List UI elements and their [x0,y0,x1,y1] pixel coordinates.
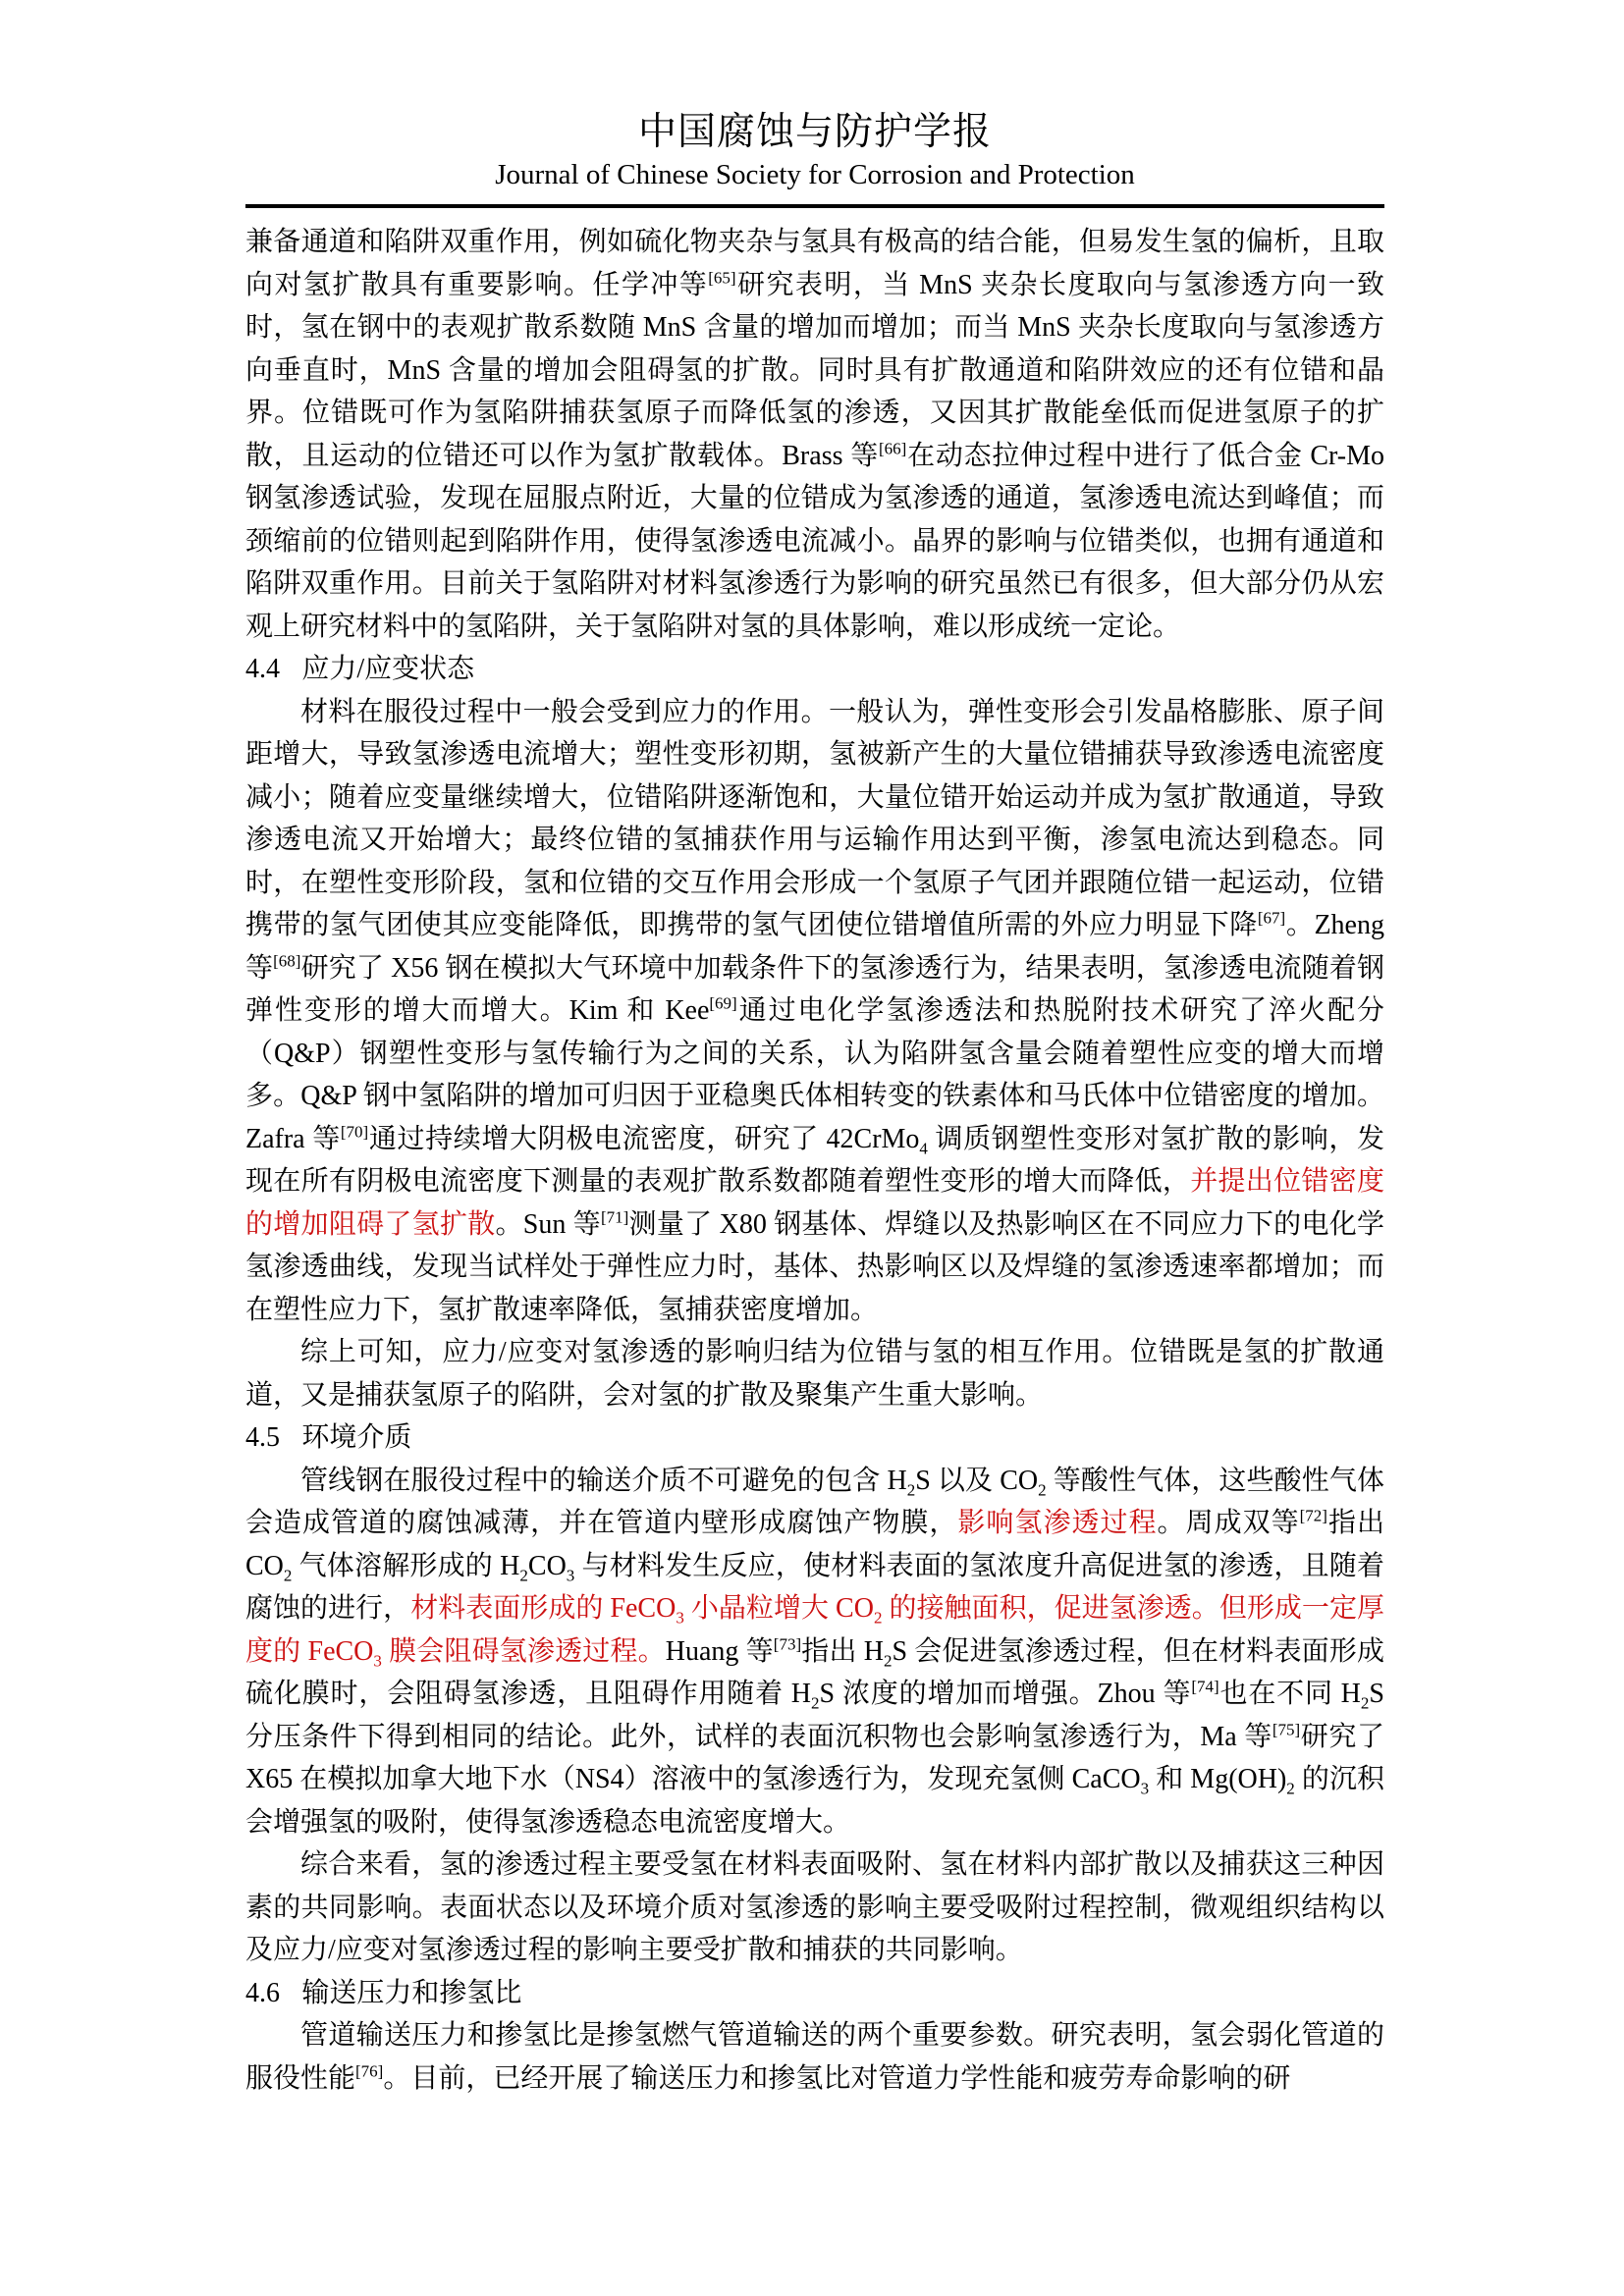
highlighted-text-run: 3 [676,1608,684,1628]
text-run: 2 [519,1566,528,1585]
text-run: 的沉积会增强氢的吸附，使得氢渗透稳态电流密度增大。 [245,1764,1384,1838]
text-run: 管道输送压力和掺氢比是掺氢燃气管道输送的两个重要参数。研究表明，氢会弱化管道的服役性能 [245,2020,1384,2094]
citation-ref: [68] [273,951,301,971]
text-run: 通过持续增大阴极电流密度，研究了 42CrMo [368,1123,920,1154]
text-run: 3 [566,1566,575,1585]
citation-ref: [70] [340,1122,369,1142]
paragraph [245,691,1384,1332]
text-run: 2 [1038,1480,1047,1500]
text-run: S 以及 CO [915,1465,1039,1496]
highlighted-text-run: 影响氢渗透过程 [957,1508,1158,1538]
section-title: 应力/应变状态 [301,654,475,684]
text-run: 调质钢塑性变形对氢扩散的影响，发现在所有阴极电流密度下测量的表观扩散系数都随着塑性变形的增大而降低， [245,1123,1384,1197]
section-number: 4.4 [245,654,280,684]
text-run: 和 Mg(OH) [1149,1764,1287,1794]
text-run: 指出 CO [245,1508,1384,1581]
text-run: 。目前，已经开展了输送压力和掺氢比对管道力学性能和疲劳寿命影响的研 [383,2062,1291,2094]
highlighted-text-run: 材料表面形成的 FeCO [410,1593,677,1624]
citation-ref: [76] [355,2061,384,2081]
section-heading [245,1972,1384,2015]
text-run: S 浓度的增加而增强。Zhou 等 [819,1679,1192,1709]
page-header [245,0,1384,208]
section-title: 环境介质 [301,1422,412,1453]
section-heading [245,1416,1384,1460]
paragraph [245,221,1384,648]
text-run: Huang 等 [665,1635,774,1667]
text-run: 研究了 X56 钢在模拟大气环境中加载条件下的氢渗透行为，结果表明，氢渗透电流随着钢弹性变形的增大而增大。Kim 和 Kee [245,952,1384,1026]
highlighted-text-run: 并提出位错密度的增加阻碍了氢扩散 [245,1166,1384,1240]
text-run: 2 [283,1566,293,1585]
text-run: 。周成双等 [1157,1508,1300,1538]
text-run: 。Sun 等 [495,1208,601,1240]
section-title: 输送压力和掺氢比 [301,1977,522,2008]
citation-ref: [71] [600,1207,629,1227]
text-run: 研究了 X65 在模拟加拿大地下水（NS4）溶液中的氢渗透行为，发现充氢侧 CaCO [245,1721,1384,1794]
text-run: CO [527,1550,567,1581]
highlighted-text-run: 3 [373,1651,382,1671]
text-run: 研究表明，当 MnS 夹杂长度取向与氢渗透方向一致时，氢在钢中的表观扩散系数随 MnS 含量的增加而增加；而当 MnS 夹杂长度取向与氢渗透方向垂直时，MnS 含量的增加会阻碍氢的扩散。同时具有扩散通道和陷阱效应的还有位错和晶界。位错既可作为氢陷阱捕获氢原子而降低氢的渗透，又因其扩散能垒低而促进氢原子的扩散，且运动的位错还可以作为氢扩散载体。Brass 等 [245,269,1384,471]
paragraph [245,1460,1384,1844]
text-run: 2 [1360,1693,1370,1713]
text-run: 测量了 X80 钢基体、焊缝以及热影响区在不同应力下的电化学氢渗透曲线，发现当试样处于弹性应力时，基体、热影响区以及焊缝的氢渗透速率都增加；而在塑性应力下，氢扩散速率降低，氢捕获密度增加。 [245,1208,1384,1325]
text-run: 气体溶解形成的 H [292,1550,520,1581]
citation-ref: [72] [1299,1506,1327,1525]
section-number: 4.5 [245,1422,280,1453]
text-run: 指出 H [801,1635,885,1667]
citation-ref: [75] [1272,1720,1301,1739]
highlighted-text-run: 小晶粒增大 CO [683,1593,874,1624]
citation-ref: [73] [773,1634,802,1654]
header-divider [245,204,1384,208]
text-run: 等酸性气体，这些酸性气体会造成管道的腐蚀减薄，并在管道内壁形成腐蚀产物膜， [245,1465,1384,1538]
section-number: 4.6 [245,1977,280,2008]
text-run: 。Zheng 等 [245,910,1384,984]
journal-title-cn: 中国腐蚀与防护学报 [637,111,992,153]
highlighted-text-run: 膜会阻碍氢渗透过程。 [381,1635,666,1667]
text-run: 兼备通道和陷阱双重作用，例如硫化物夹杂与氢具有极高的结合能，但易发生氢的偏析，且取向对氢扩散具有重要影响。任学冲等 [245,227,1384,300]
citation-ref: [65] [708,268,736,288]
text-run: 管线钢在服役过程中的输送介质不可避免的包含 H [300,1465,907,1496]
text-run: 通过电化学氢渗透法和热脱附技术研究了淬火配分（Q&P）钢塑性变形与氢传输行为之间的关系，认为陷阱氢含量会随着塑性应变的增大而增多。Q&P 钢中氢陷阱的增加可归因于亚稳奥氏体相转变的铁素体和马氏体中位错密度的增加。Zafra 等 [245,995,1384,1154]
text-run: 2 [811,1693,820,1713]
citation-ref: [69] [709,993,737,1013]
text-run: 综上可知，应力/应变对氢渗透的影响归结为位错与氢的相互作用。位错既是氢的扩散通道，又是捕获氢原子的陷阱，会对氢的扩散及聚集产生重大影响。 [245,1337,1384,1411]
paragraph [245,1331,1384,1416]
text-run: 2 [906,1480,916,1500]
text-run: 材料在服役过程中一般会受到应力的作用。一般认为，弹性变形会引发晶格膨胀、原子间距增大，导致氢渗透电流增大；塑性变形初期，氢被新产生的大量位错捕获导致渗透电流密度减小；随着应变量继续增大，位错陷阱逐渐饱和，大量位错开始运动并成为氢扩散通道，导致渗透电流又开始增大；最终位错的氢捕获作用与运输作用达到平衡，渗氢电流达到稳态。同时，在塑性变形阶段，氢和位错的交互作用会形成一个氢原子气团并跟随位错一起运动，位错携带的氢气团使其应变能降低，即携带的氢气团使位错增值所需的外应力明显下降 [245,696,1384,940]
citation-ref: [67] [1257,908,1286,928]
highlighted-text-run: 的接触面积，促进氢渗透。但形成一定厚度的 FeCO [245,1593,1384,1667]
text-run: 综合来看，氢的渗透过程主要受氢在材料表面吸附、氢在材料内部扩散以及捕获这三种因素的共同影响。表面状态以及环境介质对氢渗透的影响主要受吸附过程控制，微观组织结构以及应力/应变对氢渗透过程的影响主要受扩散和捕获的共同影响。 [245,1849,1384,1965]
text-run: 2 [884,1651,893,1671]
article-body [245,221,1384,2100]
text-run: 2 [1286,1779,1295,1798]
text-run: 4 [919,1139,928,1158]
journal-title-en: Journal of Chinese Society for Corrosion and Protection [495,159,1135,190]
paragraph [245,1843,1384,1972]
section-heading [245,648,1384,691]
text-run: 3 [1140,1779,1150,1798]
citation-ref: [66] [878,439,907,458]
text-run: 与材料发生反应，使材料表面的氢浓度升高促进氢的渗透，且随着腐蚀的进行， [245,1550,1384,1624]
text-run: 也在不同 H [1218,1679,1361,1709]
text-run: 在动态拉伸过程中进行了低合金 Cr-Mo 钢氢渗透试验，发现在屈服点附近，大量的位错成为氢渗透的通道，氢渗透电流达到峰值；而颈缩前的位错则起到陷阱作用，使得氢渗透电流减小。晶界的影响与位错类似，也拥有通道和陷阱双重作用。目前关于氢陷阱对材料氢渗透行为影响的研究虽然已有很多，但大部分仍从宏观上研究材料中的氢陷阱，关于氢陷阱对氢的具体影响，难以形成统一定论。 [245,440,1384,642]
text-run: S 分压条件下得到相同的结论。此外，试样的表面沉积物也会影响氢渗透行为，Ma 等 [245,1679,1384,1752]
text-run: S 会促进氢渗透过程，但在材料表面形成硫化膜时，会阻碍氢渗透，且阻碍作用随着 H [245,1635,1384,1709]
citation-ref: [74] [1191,1677,1219,1696]
highlighted-text-run: 2 [873,1608,883,1628]
paragraph [245,2014,1384,2100]
